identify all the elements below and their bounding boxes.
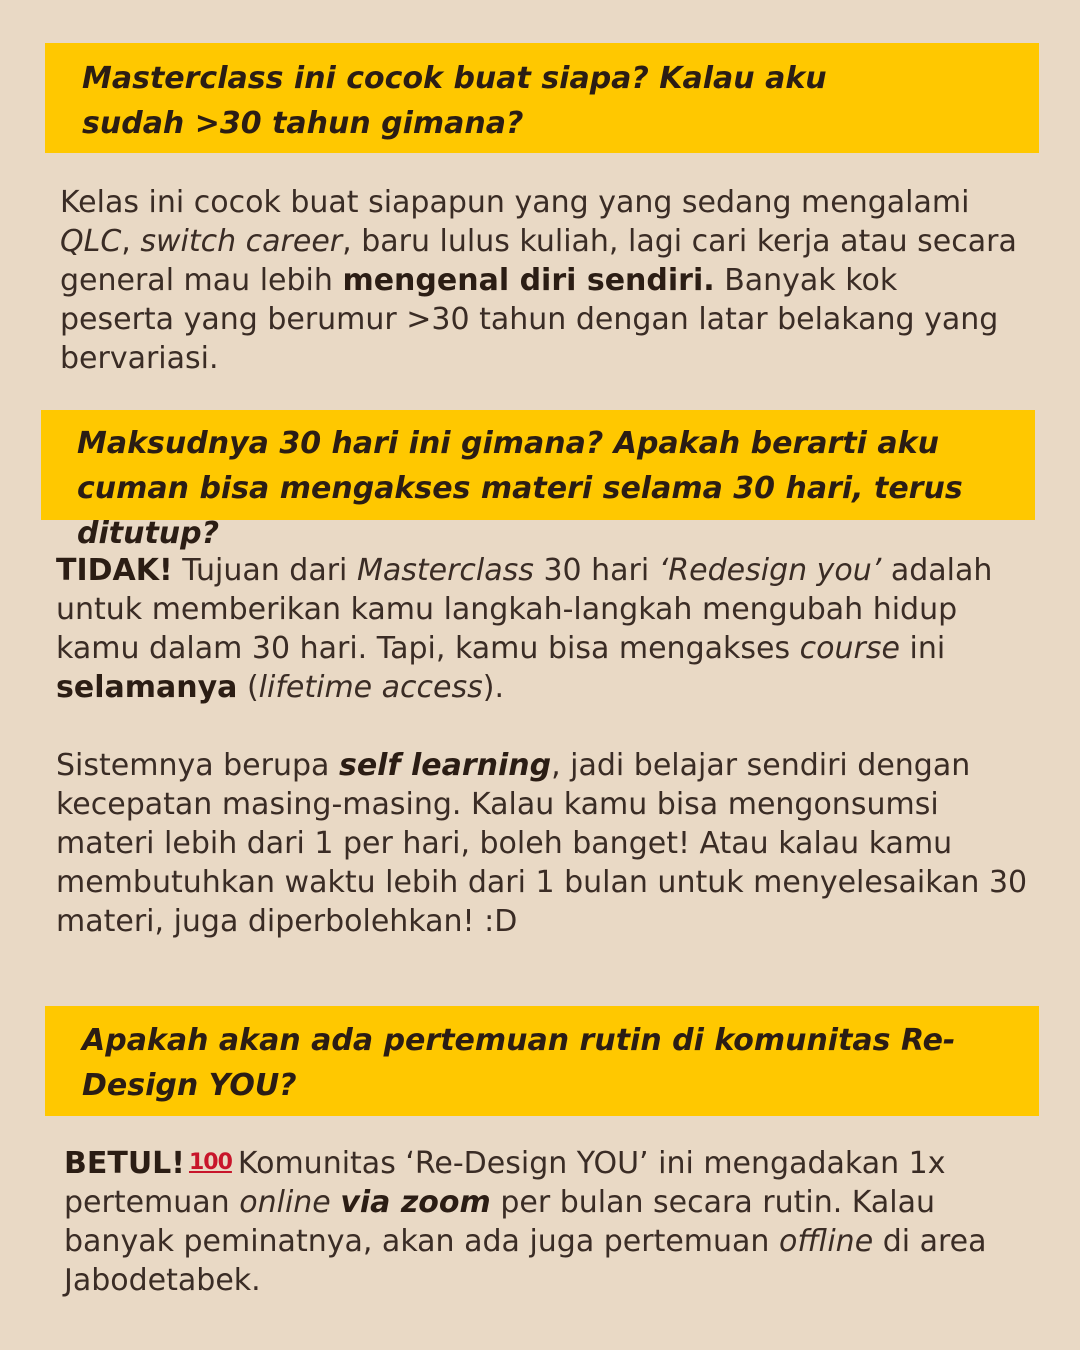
answer-3-part: di area Jabodetabek. (64, 1224, 987, 1298)
question-box-2 (41, 410, 1035, 551)
answer-1-italic: QLC (60, 224, 122, 259)
answer-3-italic: offline (779, 1224, 874, 1259)
hundred-points-icon: 100 (188, 1150, 232, 1175)
answer-3-italic: online (239, 1185, 331, 1220)
answer-3-bold: BETUL! (64, 1146, 185, 1181)
answer-2-italic: Masterclass (356, 553, 534, 588)
answer-2-part: ). (482, 670, 505, 705)
answer-1-part: , baru lulus kuliah, lagi cari kerja atau secara general mau lebih (60, 224, 1017, 298)
answer-2-italic: course (799, 631, 900, 666)
question-1-text: Masterclass ini cocok buat siapa? Kalau aku sudah >30 tahun gimana? (82, 61, 827, 141)
answer-1-part: Banyak kok peserta yang berumur >30 tahun dengan latar belakang yang bervariasi. (60, 263, 999, 376)
answer-3-part: per bulan secara rutin. Kalau banyak peminatnya, akan ada juga pertemuan (64, 1185, 936, 1259)
answer-2-bold: selamanya (56, 670, 238, 705)
question-3-text: Apakah akan ada pertemuan rutin di komunitas Re-Design YOU? (82, 1023, 956, 1103)
answer-2b (56, 746, 1031, 941)
answer-3-bold-italic: via zoom (340, 1185, 491, 1220)
answer-3 (64, 1143, 1024, 1300)
answer-3-part: Komunitas ‘Re-Design YOU’ ini mengadakan 1x pertemuan (64, 1146, 946, 1220)
answer-1-bold: mengenal diri sendiri. (342, 263, 715, 298)
answer-2-part: Tujuan dari (182, 553, 348, 588)
question-2-text: Maksudnya 30 hari ini gimana? Apakah berarti aku cuman bisa mengakses materi selama 30 hari, terus ditutup? (77, 426, 963, 551)
answer-2b-part: Sistemnya berupa (56, 748, 330, 783)
answer-2-italic: ‘Redesign you’ (658, 553, 882, 588)
answer-2-part: adalah untuk memberikan kamu langkah-langkah mengubah hidup kamu dalam 30 hari. Tapi, kamu bisa mengakses (56, 553, 993, 666)
answer-2 (56, 551, 1031, 707)
answer-1-part: Kelas ini cocok buat siapapun yang yang sedang mengalami (60, 185, 970, 220)
question-box-1 (45, 43, 1039, 153)
answer-2-part: ( (246, 670, 259, 705)
answer-2-bold: TIDAK! (56, 553, 173, 588)
answer-1-italic: switch career (140, 224, 343, 259)
answer-2-part: ini (909, 631, 946, 666)
answer-2b-part: , jadi belajar sendiri dengan kecepatan masing-masing. Kalau kamu bisa mengonsumsi materi lebih dari 1 per hari, boleh banget! Atau kalau kamu membutuhkan waktu lebih dari 1 bulan untuk menyelesaikan 30 materi, juga diperbolehkan! :D (56, 748, 1028, 939)
answer-2-part: 30 hari (543, 553, 650, 588)
answer-2-italic: lifetime access (258, 670, 483, 705)
answer-1-part: , (121, 224, 131, 259)
answer-1 (60, 183, 1020, 378)
answer-2b-bold-italic: self learning (338, 748, 552, 783)
question-box-3 (45, 1006, 1039, 1116)
